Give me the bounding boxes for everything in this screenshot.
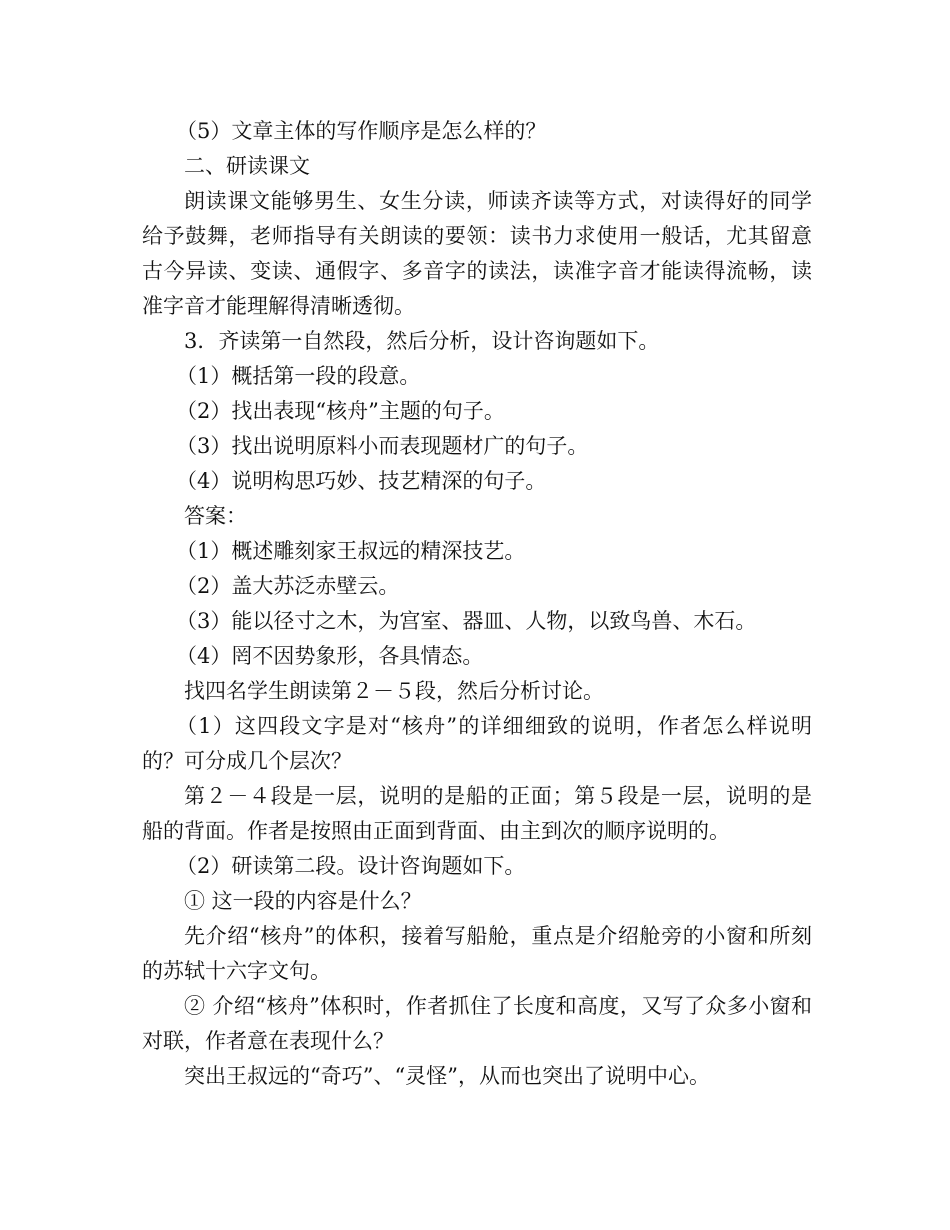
paragraph-group-reading: 找四名学生朗读第２－５段，然后分析讨论。 [184, 679, 604, 703]
sub-question-1: ① 这一段的内容是什么？ [184, 889, 422, 913]
section-heading-2: 二、研读课文 [184, 154, 310, 178]
sub-question-2: ② 介绍“核舟”体积时，作者抓住了长度和高度，又写了众多小窗和对联，作者意在表现什么？ [142, 994, 812, 1053]
question-4: （4）说明构思巧妙、技艺精深的句子。 [176, 469, 547, 493]
answer-1: （1）概述雕刻家王叔远的精深技艺。 [176, 539, 526, 563]
sub-answer-2: 突出王叔远的“奇巧”、“灵怪”，从而也突出了说明中心。 [184, 1064, 710, 1088]
body-text [142, 114, 812, 1094]
sub-answer-1: 先介绍“核舟”的体积，接着写船舱，重点是介绍舱旁的小窗和所刻的苏轼十六字文句。 [142, 924, 812, 983]
answer-3: （3）能以径寸之木，为宫室、器皿、人物，以致鸟兽、木石。 [176, 609, 757, 633]
answer-4: （4）罔不因势象形，各具情态。 [176, 644, 484, 668]
question-1: （1）概括第一段的段意。 [176, 364, 421, 388]
answer-2: （2）盖大苏泛赤壁云。 [176, 574, 400, 598]
paragraph-question-5: （5）文章主体的写作顺序是怎么样的？ [176, 119, 547, 143]
paragraph-reading-guide: 朗读课文能够男生、女生分读，师读齐读等方式，对读得好的同学给予鼓舞，老师指导有关朗读的要领：读书力求使用一般话，尤其留意古今异读、变读、通假字、多音字的读法，读准字音才能读得流畅，读准字音才能理解得清晰透彻。 [142, 189, 812, 318]
discussion-question-1: （1）这四段文字是对“核舟”的详细细致的说明，作者怎么样说明的？可分成几个层次？ [142, 714, 812, 773]
discussion-question-2: （2）研读第二段。设计咨询题如下。 [176, 854, 526, 878]
question-3: （3）找出说明原料小而表现题材广的句子。 [176, 434, 589, 458]
paragraph-step-3: 3．齐读第一自然段，然后分析，设计咨询题如下。 [184, 329, 660, 353]
discussion-answer-1: 第２－４段是一层，说明的是船的正面；第５段是一层，说明的是船的背面。作者是按照由正面到背面、由主到次的顺序说明的。 [142, 784, 812, 843]
question-2: （2）找出表现“核舟”主题的句子。 [176, 399, 505, 423]
answer-heading: 答案： [184, 504, 247, 528]
